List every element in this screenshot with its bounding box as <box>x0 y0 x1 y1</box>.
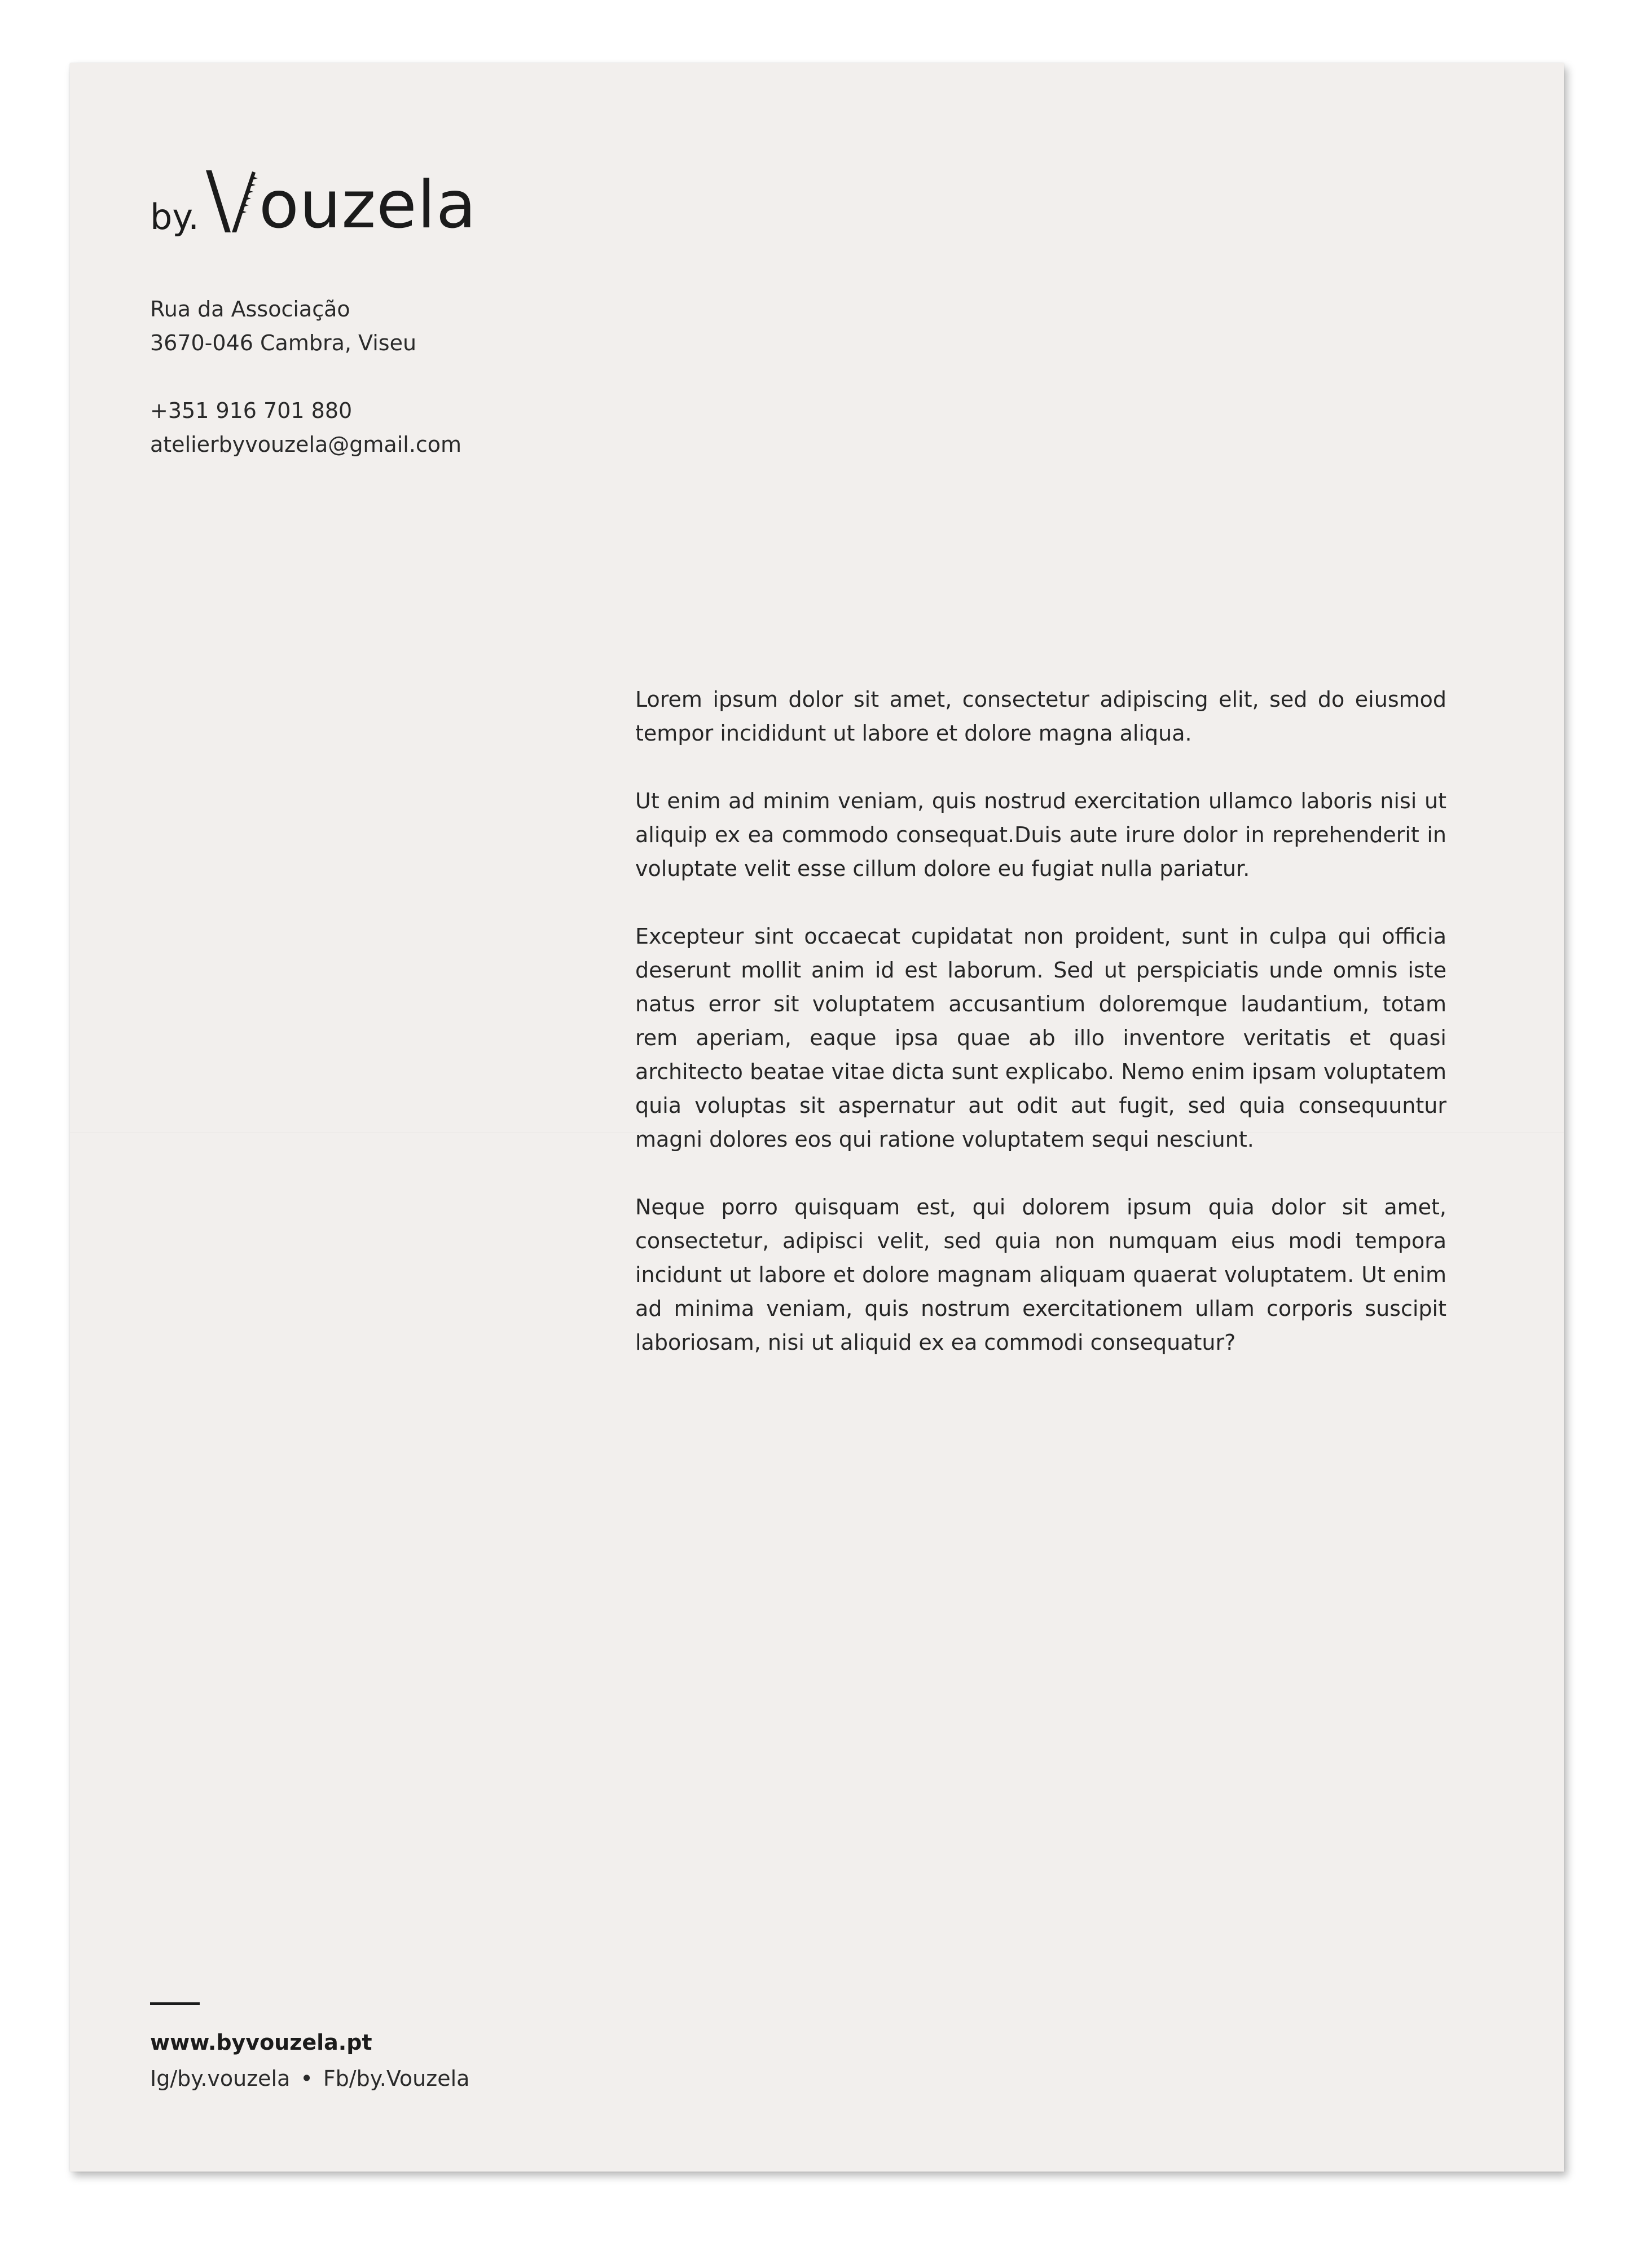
footer-social-links <box>150 2066 469 2091</box>
footer-separator: • <box>300 2066 313 2091</box>
contact-phone: +351 916 701 880 <box>150 398 353 423</box>
letter-body <box>635 682 1446 1393</box>
contact-email: atelierbyvouzela@gmail.com <box>150 432 462 457</box>
scissors-v-icon <box>203 167 258 236</box>
footer-divider <box>150 2002 200 2005</box>
contact-block <box>150 292 461 461</box>
instagram-link[interactable]: Ig/by.vouzela <box>150 2066 291 2091</box>
brand-logo <box>150 153 477 243</box>
body-paragraph-2: Ut enim ad minim veniam, quis nostrud exercitation ullamco laboris nisi ut aliquip ex ea commodo consequat.Duis aute irure dolor in reprehenderit in voluptate velit esse cillum dolore eu fugiat nulla pariatur. <box>635 789 1446 881</box>
facebook-link[interactable]: Fb/by.Vouzela <box>323 2066 470 2091</box>
contact-spacer <box>150 360 461 394</box>
body-paragraph-1: Lorem ipsum dolor sit amet, consectetur adipiscing elit, sed do eiusmod tempor incididunt ut labore et dolore magna aliqua. <box>635 687 1446 746</box>
body-paragraph-3: Excepteur sint occaecat cupidatat non proident, sunt in culpa qui officia deserunt mollit anim id est laborum. Sed ut perspiciatis unde omnis iste natus error sit voluptatem accusantium doloremque laudantium, totam rem aperiam, eaque ipsa quae ab illo inventore veritatis et quasi architecto beatae vitae dicta sunt explicabo. Nemo enim ipsam voluptatem quia voluptas sit aspernatur aut odit aut fugit, sed quia consequuntur magni dolores eos qui ratione voluptatem sequi nesciunt. <box>635 924 1446 1152</box>
letterhead-sheet <box>70 63 1564 2172</box>
address-city: 3670-046 Cambra, Viseu <box>150 331 417 355</box>
logo-prefix: by. <box>150 196 199 237</box>
address-street: Rua da Associação <box>150 297 350 322</box>
footer-website[interactable]: www.byvouzela.pt <box>150 2030 372 2055</box>
body-paragraph-4: Neque porro quisquam est, qui dolorem ipsum quia dolor sit amet, consectetur, adipisci velit, sed quia non numquam eius modi tempora incidunt ut labore et dolore magnam aliquam quaerat voluptatem. Ut enim ad minima veniam, quis nostrum exercitationem ullam corporis suscipit laboriosam, nisi ut aliquid ex ea commodi consequatur? <box>635 1195 1446 1355</box>
logo-wordmark: ouzela <box>258 167 477 243</box>
